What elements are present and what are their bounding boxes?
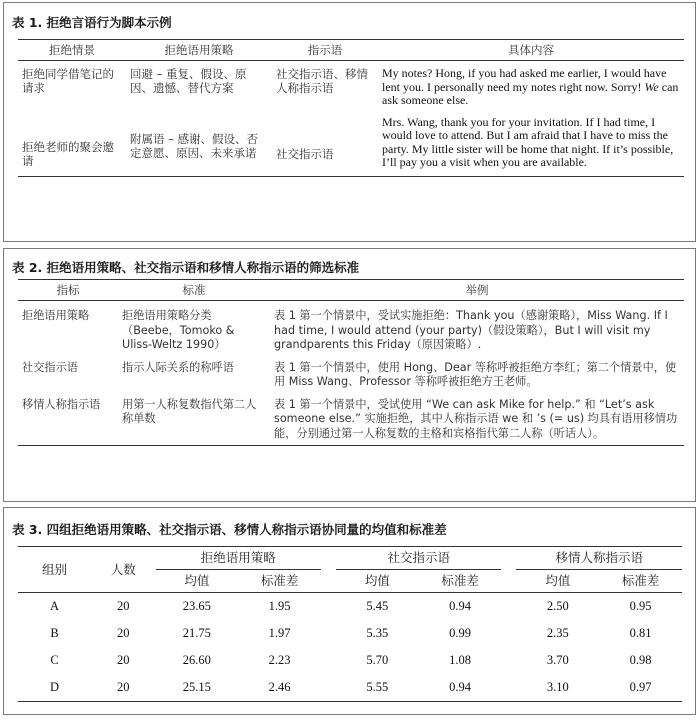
- table3-group-cell: D: [50, 680, 60, 694]
- table2-header-example: 举例: [465, 283, 489, 297]
- content-emphasis: We: [644, 79, 659, 94]
- table3-value-cell: 21.75: [182, 626, 211, 640]
- table-row: [18, 61, 684, 114]
- table3-header-count: 人数: [110, 561, 136, 577]
- table3-value-cell: 1.95: [268, 599, 291, 613]
- table2-header-row: [18, 280, 684, 301]
- table3-value-cell: 2.35: [546, 626, 569, 640]
- table1-situation-cell: 拒绝同学借笔记的请求: [22, 67, 114, 95]
- table3-spacer-cell: [501, 593, 516, 621]
- table-row: [18, 114, 684, 177]
- table3: [18, 546, 682, 702]
- content-text: can ask someone else.: [382, 79, 679, 107]
- table1-content-cell: [378, 61, 684, 114]
- table2-example-cell: 表 1 第一个情景中，受试使用 “We can ask Mike for help.” 和 “Let’s ask someone else.” 实施拒绝，其中人称指示语 we 和 ’s (= us) 均具有语用移情功能，分别通过第一人称复数的主格和宾格指代第二人称（听话人）。: [274, 397, 678, 440]
- table-row: [18, 647, 682, 674]
- table3-value-cell: 0.98: [629, 653, 652, 667]
- table2-panel: [3, 248, 696, 502]
- table3-caption: 表 3. 四组拒绝语用策略、社交指示语、移情人称指示语协同量的均值和标准差: [12, 522, 447, 537]
- table3-subheader-sd: 标准差: [260, 573, 299, 588]
- table3-spacer-cell: [501, 647, 516, 674]
- table3-spacer-cell: [321, 647, 336, 674]
- table3-value-cell: 5.55: [366, 680, 389, 694]
- table-row: [18, 620, 682, 647]
- table3-count-cell: 20: [117, 599, 130, 613]
- table3-subheader-mean: 均值: [545, 573, 571, 588]
- table3-value-cell: 5.45: [366, 599, 389, 613]
- table3-subheader-mean: 均值: [364, 573, 390, 588]
- table1-header-content: 具体内容: [508, 43, 554, 57]
- table1-header-row: [18, 40, 684, 61]
- table3-spacer-cell: [321, 620, 336, 647]
- table3-value-cell: 0.95: [629, 599, 652, 613]
- table3-value-cell: 0.97: [629, 680, 652, 694]
- content-text: My notes? Hong, if you had asked me earlier, I would have lent you. I personally need my notes right now. Sorry!: [382, 66, 667, 94]
- table2-indicator-cell: 拒绝语用策略: [22, 309, 90, 322]
- table3-header-spacer: [321, 547, 336, 570]
- table2-example-cell: 表 1 第一个情景中，受试实施拒绝：Thank you（感谢策略），Miss Wang. If I had time, I would attend (your party)（假设策略），But I will visit my grandparents this Friday（原因策略）.: [274, 309, 668, 351]
- table3-group-cell: A: [50, 599, 60, 613]
- table-row: [18, 593, 682, 621]
- table1-strategy-cell: 附属语 – 感谢、假设、否定意愿、原因、未来承诺: [130, 131, 259, 160]
- table3-value-cell: 23.65: [182, 599, 211, 613]
- table-row: [18, 301, 684, 357]
- table3-value-cell: 25.15: [182, 680, 211, 694]
- table2-example-cell: 表 1 第一个情景中，使用 Hong、Dear 等称呼被拒绝方李红；第二个情景中，使用 Miss Wang、Professor 等称呼被拒绝方王老师。: [274, 360, 677, 388]
- table2-criterion-cell: 拒绝语用策略分类（Beebe，Tomoko & Uliss-Weltz 1990）: [122, 309, 235, 351]
- table3-spacer-cell: [321, 593, 336, 621]
- table1-caption: 表 1. 拒绝言语行为脚本示例: [12, 15, 172, 30]
- table2-indicator-cell: 移情人称指示语: [22, 397, 101, 411]
- table1-situation-cell: 拒绝老师的聚会邀请: [22, 139, 114, 168]
- table1-deixis-cell: 社交指示语: [276, 146, 334, 161]
- table3-subheader-spacer: [501, 570, 516, 593]
- table2: [18, 279, 684, 446]
- table3-header-refusal-strategy: 拒绝语用策略: [156, 547, 321, 570]
- table3-header-group: 组别: [42, 561, 68, 577]
- table1-content-cell: [378, 114, 684, 177]
- table-row: [18, 674, 682, 702]
- table1-panel: [3, 2, 696, 242]
- table3-subheader-spacer: [321, 570, 336, 593]
- table3-header-spacer: [501, 547, 516, 570]
- table3-value-cell: 2.46: [268, 680, 291, 694]
- table3-group-cell: B: [50, 626, 59, 640]
- table3-value-cell: 2.50: [546, 599, 569, 613]
- table3-count-cell: 20: [117, 680, 130, 694]
- table3-count-cell: 20: [117, 626, 130, 640]
- table3-value-cell: 1.97: [268, 626, 291, 640]
- table2-indicator-cell: 社交指示语: [22, 360, 78, 374]
- table3-header-social-deixis: 社交指示语: [336, 547, 501, 570]
- table3-value-cell: 26.60: [182, 653, 211, 667]
- table1-header-strategy: 拒绝语用策略: [164, 43, 234, 57]
- table3-value-cell: 1.08: [449, 653, 471, 667]
- table3-value-cell: 3.70: [546, 653, 569, 667]
- table-row: [18, 357, 684, 394]
- table3-subheader-mean: 均值: [184, 573, 210, 588]
- table3-value-cell: 5.70: [366, 653, 389, 667]
- table2-header-indicator: 指标: [56, 283, 80, 297]
- table3-value-cell: 0.94: [449, 680, 471, 694]
- table-row: [18, 394, 684, 446]
- table1-strategy-cell: 回避 – 重复、假设、原因、遗憾、替代方案: [130, 67, 247, 95]
- table3-subheader-sd: 标准差: [621, 573, 660, 588]
- table3-subheader-sd: 标准差: [441, 573, 479, 588]
- table1-deixis-cell: 社交指示语、移情人称指示语: [276, 67, 368, 95]
- table2-criterion-cell: 用第一人称复数指代第二人称单数: [122, 397, 257, 425]
- table3-group-cell: C: [50, 653, 59, 667]
- table1-header-situation: 拒绝情景: [49, 43, 95, 57]
- table3-spacer-cell: [501, 674, 516, 702]
- table3-value-cell: 0.94: [449, 599, 471, 613]
- table3-value-cell: 0.99: [449, 626, 471, 640]
- table3-value-cell: 5.35: [366, 626, 389, 640]
- table3-value-cell: 3.10: [546, 680, 569, 694]
- table3-header-empathetic-deixis: 移情人称指示语: [516, 547, 682, 570]
- table2-caption: 表 2. 拒绝语用策略、社交指示语和移情人称指示语的筛选标准: [12, 260, 360, 275]
- table2-criterion-cell: 指示人际关系的称呼语: [122, 360, 234, 374]
- table1: [18, 39, 684, 177]
- table1-header-deixis: 指示语: [307, 43, 343, 57]
- table3-value-cell: 2.23: [268, 653, 291, 667]
- table3-header-row: [18, 547, 682, 570]
- table3-spacer-cell: [501, 620, 516, 647]
- table3-value-cell: 0.81: [629, 626, 652, 640]
- table2-header-criterion: 标准: [182, 283, 206, 297]
- table3-spacer-cell: [321, 674, 336, 702]
- table3-count-cell: 20: [117, 653, 130, 667]
- table3-panel: [3, 507, 696, 715]
- content-text: Mrs. Wang, thank you for your invitation. If I had time, I would love to attend. But I am afraid that I have to miss the party. My little sister will be home that night. If it’s possible, I’ll pay you a visit when you are available.: [382, 114, 674, 169]
